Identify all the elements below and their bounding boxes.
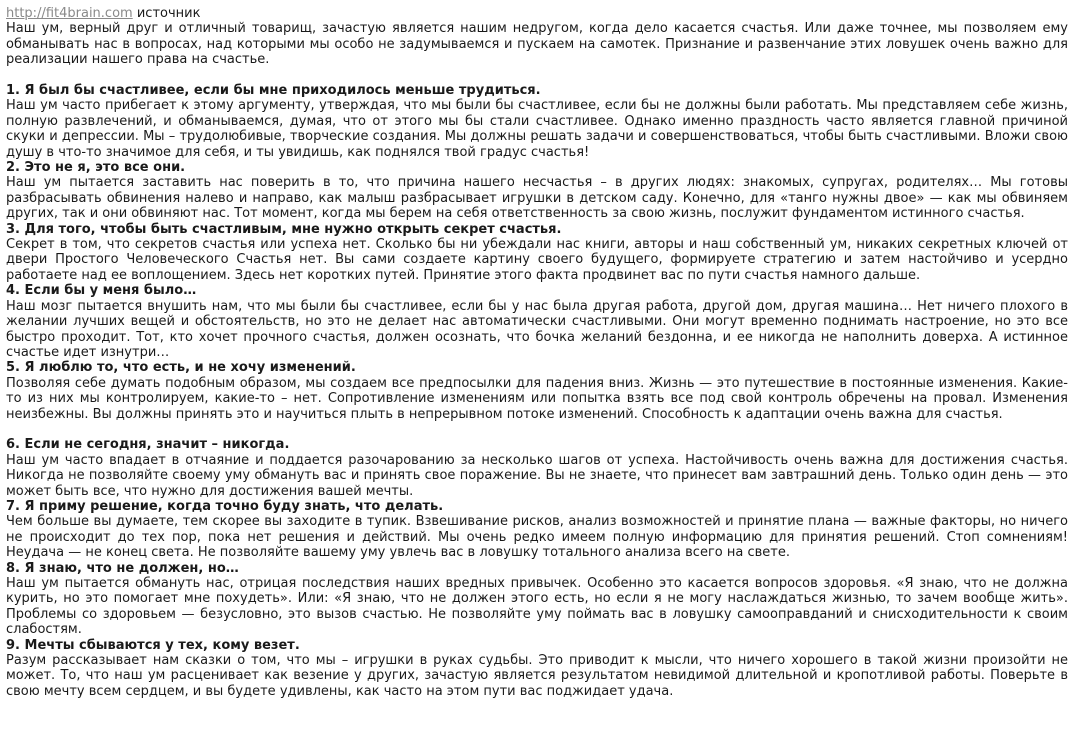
section-text-7: Чем больше вы думаете, тем скорее вы заходите в тупик. Взвешивание рисков, анализ возможностей и принятие плана — важные факторы, но ничего не происходит до тех пор, пока нет решения и действий. Мы очень редко имеем полную информацию для принятия решений. Стоп сомнениям! Неудача — не конец света. Не позволяйте вашему уму увлечь вас в ловушку тотального анализа всего на свете. <box>6 514 1068 561</box>
section-text-1: Наш ум часто прибегает к этому аргументу, утверждая, что мы были бы счастливее, если бы не должны были работать. Мы представляем себе жизнь, полную развлечений, и обманываемся, думая, что от этого мы бы стали счастливее. Однако именно праздность часто является главной причиной скуки и депрессии. Мы – трудолюбивые, творческие создания. Мы должны решать задачи и совершенствоваться, чтобы быть счастливыми. Вложи свою душу в что-то значимое для себя, и ты увидишь, как поднялся твой градус счастья! <box>6 98 1068 160</box>
section-heading-7: 7. Я приму решение, когда точно буду знать, что делать. <box>6 498 444 514</box>
section-heading-4: 4. Если бы у меня было… <box>6 283 197 299</box>
section-text-4: Наш мозг пытается внушить нам, что мы были бы счастливее, если бы у нас была другая работа, другой дом, другая машина… Нет ничего плохого в желании лучших вещей и обстоятельств, но это не делает нас автоматически счастливыми. Они могут временно поднимать настроение, но это все быстро проходит. Тот, кто хочет прочного счастья, должен осознать, что бочка желаний бездонна, и ее никогда не наполнить доверха. А истинное счастье идет изнутри… <box>6 298 1068 360</box>
blank-line <box>6 68 1068 83</box>
section-heading-9: 9. Мечты сбываются у тех, кому везет. <box>6 637 300 653</box>
section-heading-8: 8. Я знаю, что не должен, но… <box>6 560 239 576</box>
section-text-5: Позволяя себе думать подобным образом, мы создаем все предпосылки для падения вниз. Жизнь — это путешествие в постоянные изменения. Какие-то из них мы контролируем, какие-то – нет. Сопротивление изменениям или попытка взять все под свой контроль обречены на провал. Изменения неизбежны. Вы должны принять это и научиться плыть в непрерывном потоке изменений. Способность к адаптации очень важна для счастья. <box>6 375 1068 422</box>
source-line <box>6 6 1068 21</box>
section-text-9: Разум рассказывает нам сказки о том, что мы – игрушки в руках судьбы. Это приводит к мысли, что ничего хорошего в такой жизни произойти не может. То, что наш ум расценивает как везение у других, зачастую является результатом невидимой длительной и кропотливой работы. Поверьте в свою мечту всем сердцем, и вы будете удивлены, как часто на этом пути вас поджидает удача. <box>6 653 1068 699</box>
section-heading-6: 6. Если не сегодня, значит – никогда. <box>6 437 290 453</box>
blank-line <box>6 422 1068 437</box>
source-label: источник <box>136 6 201 21</box>
section-text-2: Наш ум пытается заставить нас поверить в то, что причина нашего несчастья – в других людях: знакомых, супругах, родителях… Мы готовы разбрасывать обвинения налево и направо, как малыш разбрасывает игрушки в детском саду. Конечно, для «танго нужны двое» — как мы обвиняем других, так и они обвиняют нас. Тот момент, когда мы берем на себя ответственность за свою жизнь, послужит фундаментом истинного счастья. <box>6 175 1068 222</box>
section-text-3: Секрет в том, что секретов счастья или успеха нет. Сколько бы ни убеждали нас книги, авторы и наш собственный ум, никаких секретных ключей от двери Простого Человеческого Счастья нет. Вы сами создаете картину своего будущего, формируете стратегию и затем настойчиво и усердно работаете над ее воплощением. Здесь нет коротких путей. Принятие этого факта продвинет вас по пути счастья намного дальше. <box>6 237 1068 283</box>
section-heading-2: 2. Это не я, это все они. <box>6 160 186 176</box>
intro-paragraph: Наш ум, верный друг и отличный товарищ, зачастую является нашим недругом, когда дело касается счастья. Или даже точнее, мы позволяем ему обманывать нас в вопросах, над которыми мы особо не задумываемся и пускаем на самотек. Признание и развенчание этих ловушек очень важно для реализации нашего права на счастье. <box>6 21 1068 68</box>
section-heading-5: 5. Я люблю то, что есть, и не хочу изменений. <box>6 360 356 376</box>
section-heading-3: 3. Для того, чтобы быть счастливым, мне нужно открыть секрет счастья. <box>6 221 562 237</box>
section-text-8: Наш ум пытается обмануть нас, отрицая последствия наших вредных привычек. Особенно это касается вопросов здоровья. «Я знаю, что не должна курить, но это помогает мне похудеть». Или: «Я знаю, что не должен этого есть, но если я не могу наслаждаться жизнью, то зачем вообще жить». Проблемы со здоровьем — безусловно, это вызов счастью. Не позволяйте уму поймать вас в ловушку самооправданий и снисходительности к своим слабостям. <box>6 576 1068 638</box>
source-link[interactable]: http://fit4brain.com <box>6 6 133 21</box>
section-heading-1: 1. Я был бы счастливее, если бы мне приходилось меньше трудиться. <box>6 83 541 99</box>
section-text-6: Наш ум часто впадает в отчаяние и поддается разочарованию за несколько шагов от успеха. Настойчивость очень важна для достижения счастья. Никогда не позволяйте своему уму обмануть вас и принять свое поражение. Вы не знаете, что принесет вам завтрашний день. Только один день — это может быть все, что нужно для достижения вашей мечты. <box>6 452 1068 499</box>
